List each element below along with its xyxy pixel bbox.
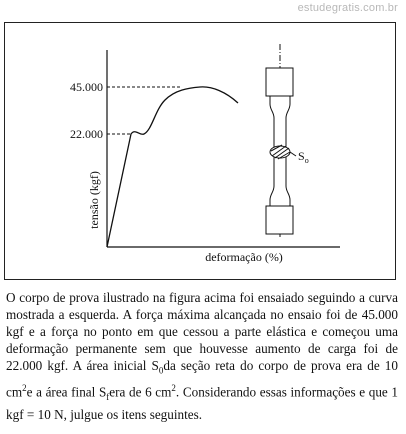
tick-label-45000: 45.000 [70,80,103,94]
y-axis-label: tensão (kgf) [87,171,101,229]
specimen-drawing [266,44,296,238]
tick-label-22000: 22.000 [70,127,103,141]
specimen-label: $S_o$ [298,149,309,165]
series-line [107,87,238,247]
x-axis-label: deformação (%) [205,250,283,264]
question-paragraph: O corpo de prova ilustrado na figura acima foi ensaiado seguindo a curva mostrada a esquerda. A força máxima alcançada no ensaio foi de 45.000 kgf e a força no ponto em que cessou a parte elástica e começou uma deformação permanente sem que houvesse aumento de carga foi de 22.000 kgf. A área inicial $S_0da$ seção reta do corpo de prova era de 10 $cm^2e$ a área final $S_fera$ de 6 $cm^2$. Considerando essas informações e que 1 kgf = 10 N, julgue os itens seguintes. [6,290,398,422]
watermark: estudegratis.com.br [297,2,398,14]
